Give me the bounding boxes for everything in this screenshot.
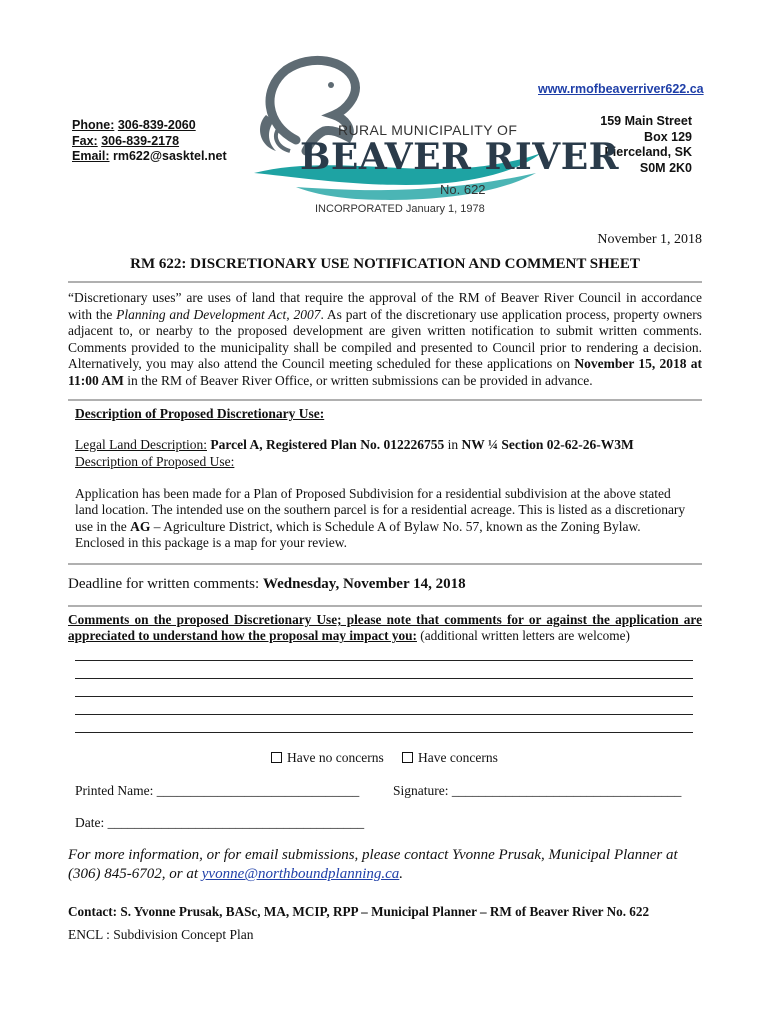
- logo-rm-line: RURAL MUNICIPALITY OF: [338, 122, 518, 138]
- deadline-value: Wednesday, November 14, 2018: [262, 576, 466, 592]
- fax-value: 306-839-2178: [101, 133, 180, 148]
- divider: [68, 281, 702, 283]
- intro-paragraph: [68, 290, 702, 390]
- no-concerns-option[interactable]: [271, 750, 384, 766]
- website-link[interactable]: www.rmofbeaverriver622.ca: [538, 82, 704, 96]
- no-concerns-checkbox[interactable]: [271, 752, 282, 763]
- proposed-use-label: Description of Proposed Use:: [75, 454, 235, 469]
- planner-contact: Contact: S. Yvonne Prusak, BASc, MA, MCIP, RPP – Municipal Planner – RM of Beaver River No. 622: [68, 904, 650, 919]
- address-line: 159 Main Street: [600, 114, 692, 128]
- logo-name: BEAVER RIVER: [300, 136, 620, 178]
- email-label: Email:: [72, 149, 110, 163]
- enclosure-note: ENCL : Subdivision Concept Plan: [68, 927, 254, 942]
- legal-value: Parcel A, Registered Plan No. 012226755: [210, 437, 445, 452]
- planner-email-link[interactable]: yvonne@northboundplanning.ca: [201, 866, 400, 882]
- date-field[interactable]: Date: ______________________________________: [75, 815, 365, 830]
- act-name: Planning and Development Act, 2007: [116, 306, 321, 322]
- phone-value: 306-839-2060: [117, 118, 196, 132]
- description-body: [75, 486, 687, 552]
- logo-number: No. 622: [440, 182, 486, 197]
- comments-instructions: [68, 612, 702, 645]
- more-info-period: .: [399, 866, 404, 882]
- comment-line-3[interactable]: [75, 696, 693, 697]
- legal-label: Legal Land Description:: [75, 437, 207, 452]
- divider: [68, 563, 702, 565]
- phone-label: Phone:: [72, 118, 115, 132]
- intro-text: “Discretionary uses” are uses of land that require the approval of the RM of Beaver River Council in accordance with the: [68, 290, 702, 322]
- description-text: – Agriculture District, which is Schedule A of Bylaw No. 57, known as the Zoning Bylaw. Enclosed in this package is a map for your review.: [75, 518, 641, 551]
- concerns-option[interactable]: [402, 750, 498, 766]
- comments-heading: Comments on the proposed Discretionary Use; please note that comments for or against the application are appreciated to understand how the proposal may impact you:: [68, 612, 702, 644]
- deadline: [68, 576, 466, 593]
- concerns-label: Have concerns: [418, 750, 498, 765]
- legal-location: NW ¼ Section 02-62-26-W3M: [461, 437, 634, 452]
- divider: [68, 605, 702, 607]
- more-info-paragraph: [68, 846, 704, 884]
- fax-label: Fax:: [72, 133, 98, 148]
- deadline-label: Deadline for written comments:: [68, 576, 263, 592]
- letter-date: November 1, 2018: [597, 232, 702, 247]
- no-concerns-label: Have no concerns: [287, 750, 384, 765]
- logo-incorporated: INCORPORATED January 1, 1978: [315, 203, 485, 215]
- concerns-checkbox[interactable]: [402, 752, 413, 763]
- comment-line-1[interactable]: [75, 660, 693, 661]
- address-line: Pierceland, SK: [604, 145, 692, 159]
- more-info-text: For more information, or for email submissions, please contact Yvonne Prusak, Municipal Planner at (306) 845-6702, or at: [68, 847, 678, 882]
- page-title: RM 622: DISCRETIONARY USE NOTIFICATION AND COMMENT SHEET: [130, 256, 640, 272]
- intro-text: in the RM of Beaver River Office, or written submissions can be provided in advance.: [123, 372, 593, 388]
- legal-land-description: [75, 437, 687, 453]
- address-line: Box 129: [644, 129, 692, 144]
- legal-in: in: [444, 437, 462, 452]
- description-text: Application has been made for a Plan of Proposed Subdivision for a residential subdivision at the above stated land location. The intended use on the southern parcel is for a residential acreage. This is listed as a discretionary use in the: [75, 486, 686, 534]
- description-heading: Description of Proposed Discretionary Use:: [75, 406, 325, 421]
- district-code: AG: [130, 518, 151, 534]
- address-line: S0M 2K0: [639, 160, 692, 175]
- contact-info: [72, 118, 227, 165]
- printed-name-field[interactable]: Printed Name: ______________________________: [75, 783, 360, 798]
- comment-line-4[interactable]: [75, 714, 693, 715]
- comment-line-5[interactable]: [75, 732, 693, 733]
- beaver-eye-icon: [328, 82, 334, 88]
- intro-text: . As part of the discretionary use application process, property owners adjacent to, or nearby to the proposed development are given written notification to submit written comments. Comments provided to the municipality shall be compiled and presented to Council prior to rendering a decision. Alternatively, you may also attend the Council meeting scheduled for these applications on: [68, 306, 702, 372]
- signature-field[interactable]: Signature: __________________________________: [393, 783, 682, 798]
- comments-note: (additional written letters are welcome): [416, 628, 630, 644]
- divider: [68, 399, 702, 401]
- comment-line-2[interactable]: [75, 678, 693, 679]
- email-value: rm622@sasktel.net: [113, 149, 227, 163]
- meeting-datetime: November 15, 2018 at 11:00 AM: [68, 356, 702, 388]
